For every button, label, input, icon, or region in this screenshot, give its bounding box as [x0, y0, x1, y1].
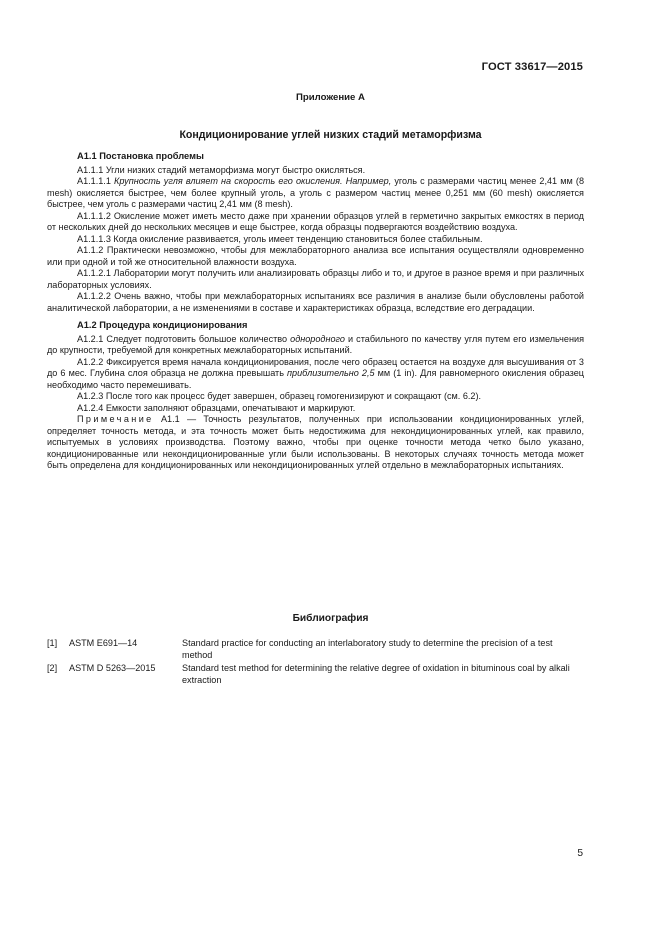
section-heading: А1.1 Постановка проблемы: [77, 151, 204, 161]
paragraph: А1.1.1.3 Когда окисление развивается, уголь имеет тенденцию становиться более стабильным.: [77, 233, 483, 244]
note-paragraph: Примечание А1.1 — Точность результатов, полученных при использовании кондиционированных углей, определяет точность метода, и эта точность может быть недостижима для некондиционированных углей, как правило, испытуемых в условиях производства. Поэтому важно, чтобы при оценке точности метода четко было указано, кондиционированные или некондиционированные угли были использованы. В некоторых случаях точность метода может быть определена для кондиционированных или некондиционированных углей отдельно в межлабораторных испытаниях.: [47, 414, 584, 470]
appendix-body: [47, 151, 584, 472]
appendix-label: Приложение А: [296, 92, 365, 103]
bibliography-list: [47, 638, 584, 688]
bibliography-item: [2] ASTM D 5263—2015 Standard test method for determining the relative degree of oxidation in bituminous coal by alkali extraction: [47, 663, 570, 685]
paragraph: А1.1.2 Практически невозможно, чтобы для межлабораторного анализа все испытания осуществляли одновременно или при одной и той же относительной влажности воздуха.: [47, 245, 584, 267]
paragraph: А1.2.4 Емкости заполняют образцами, опечатывают и маркируют.: [77, 402, 356, 413]
page-number: 5: [577, 848, 583, 859]
paragraph: А1.2.2 Фиксируется время начала кондиционирования, после чего образец остается на воздухе для высушивания от 3 до 6 мес. Глубина слоя образца не должна превышать приблизительно 2,5 мм (1 in). Для равномерного окисления образец необходимо часто перемешивать.: [47, 356, 584, 390]
paragraph: А1.2.3 После того как процесс будет завершен, образец гомогенизируют и сокращают (см. 6.2).: [77, 391, 482, 401]
paragraph: А1.2.1 Следует подготовить большое количество однородного и стабильного по качеству угля путем его измельчения до крупности, требуемой для конкретных межлабораторных испытаний.: [47, 333, 584, 355]
paragraph: А1.1.1.1 Крупность угля влияет на скорость его окисления. Например, уголь с размерами частиц менее 2,41 мм (8 mesh) окисляется быстрее, чем более крупный уголь, а уголь с размером частиц менее 0,251 мм (60 mesh) окисляется быстрее, чем уголь с размерами частиц 2,41 мм (8 mesh).: [47, 176, 585, 209]
note-label: Примечание: [77, 414, 154, 424]
paragraph: А1.1.1 Угли низких стадий метаморфизма могут быстро окисляться.: [77, 164, 366, 175]
appendix-title: Кондиционирование углей низких стадий метаморфизма: [179, 129, 482, 141]
paragraph: А1.1.1.2 Окисление может иметь место даже при хранении образцов углей в герметично закрытых емкостях в период от нескольких дней до нескольких месяцев и еще быстрее, когда образцы подвергаются воздействию воздуха.: [47, 210, 584, 232]
bibliography-title: Библиография: [292, 613, 369, 624]
paragraph: А1.1.2.2 Очень важно, чтобы при межлабораторных испытаниях все различия в анализе были обусловлены работой аналитической лаборатории, а не изменениями в составе и характеристиках образца, вследствие его деградации.: [47, 291, 584, 313]
section-heading: А1.2 Процедура кондиционирования: [77, 320, 248, 330]
bibliography-item: [1] ASTM E691—14 Standard practice for conducting an interlaboratory study to determine the precision of a test method: [47, 638, 553, 660]
paragraph: А1.1.2.1 Лаборатории могут получить или анализировать образцы либо и то, и другое в разное время и при различных лабораторных условиях.: [47, 268, 584, 290]
document-code: ГОСТ 33617—2015: [481, 61, 583, 73]
